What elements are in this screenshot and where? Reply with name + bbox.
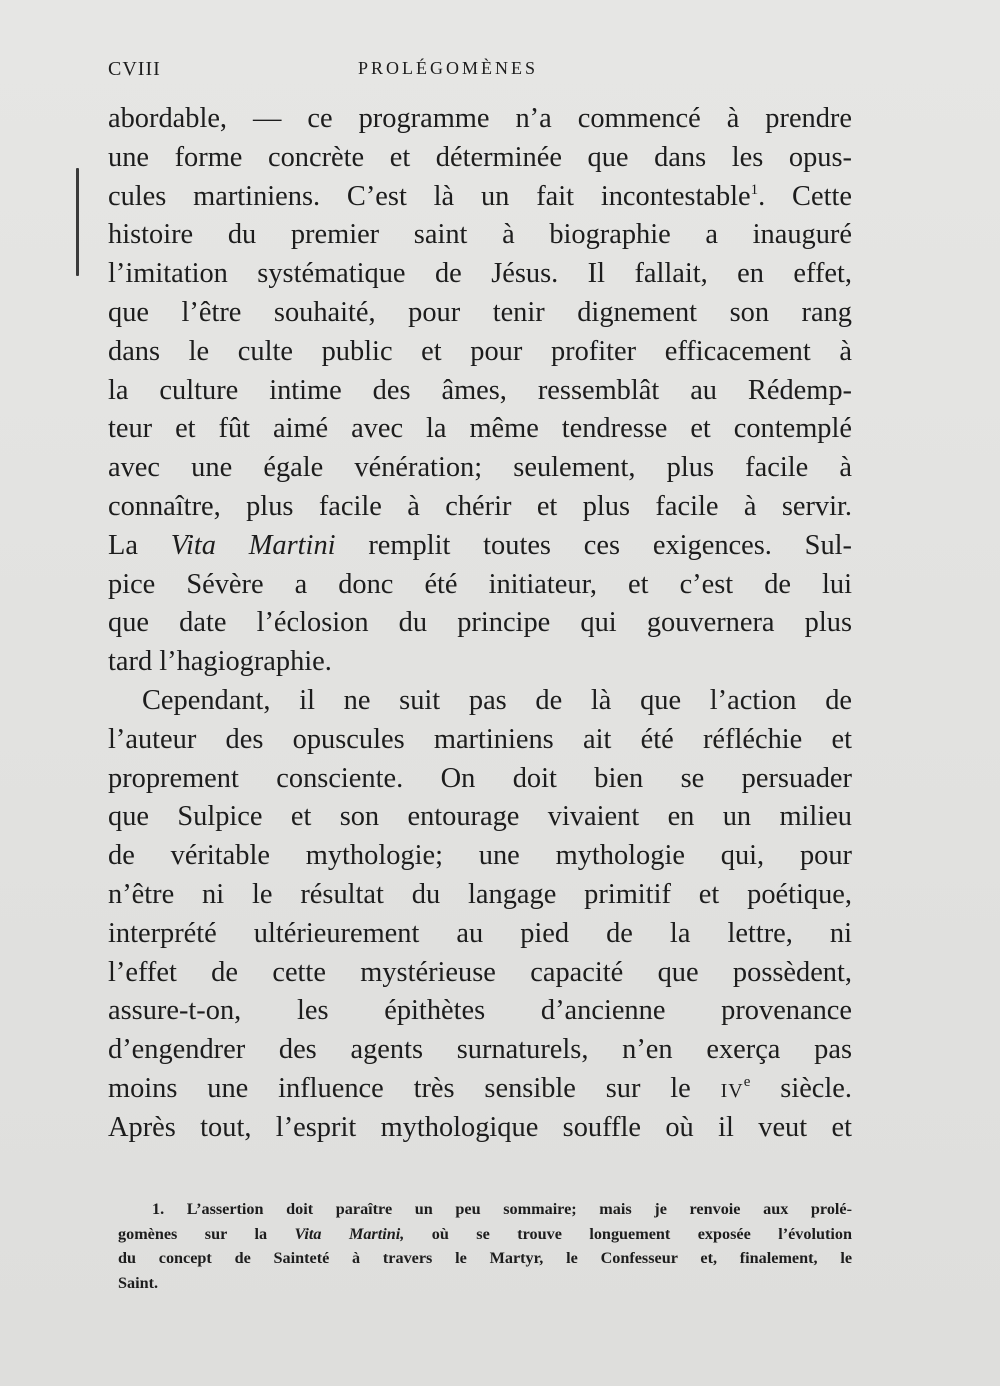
body-text-line <box>108 333 852 372</box>
line-text: . Cette <box>758 180 852 212</box>
line-text: n’être ni le résultat du langage primitif et poétique, <box>108 878 852 910</box>
line-text: abordable, — ce programme n’a commencé à prendre <box>108 103 852 134</box>
line-text: une forme concrète et déterminée que dans les opus- <box>108 141 852 173</box>
body-text-line <box>108 1109 852 1148</box>
body-text-line <box>108 100 852 139</box>
body-text-line <box>108 488 852 527</box>
line-text: moins une influence très sensible sur le <box>108 1072 721 1104</box>
footnote-reference: 1 <box>750 181 759 198</box>
body-text-line <box>108 527 852 566</box>
line-text: dans le culte public et pour profiter efficacement à <box>108 335 852 367</box>
body-text-line <box>108 915 852 954</box>
line-text: d’engendrer des agents surnaturels, n’en exerça pas <box>108 1034 852 1066</box>
line-text: proprement consciente. On doit bien se persuader <box>108 762 852 794</box>
body-text-line <box>108 721 852 760</box>
italic-title: Vita Martini, <box>294 1224 405 1243</box>
body-text-line <box>108 954 852 993</box>
running-head: PROLÉGOMÈNES <box>358 58 539 78</box>
line-text: que l’être souhaité, pour tenir dignement son rang <box>108 296 852 328</box>
line-text: pice Sévère a donc été initiateur, et c’est de lui <box>108 568 852 600</box>
italic-title: Vita Martini <box>170 529 336 561</box>
margin-pencil-mark <box>76 168 79 276</box>
body-text-line <box>108 216 852 255</box>
line-text: remplit toutes ces exigences. Sul- <box>335 529 853 561</box>
roman-numeral: IV <box>720 1079 744 1102</box>
line-text: siècle. <box>750 1072 852 1104</box>
page-number: CVIII <box>108 58 161 80</box>
line-text: La <box>108 529 171 561</box>
line-text: de véritable mythologie; une mythologie qui, pour <box>108 840 852 872</box>
body-text-line <box>108 139 852 178</box>
line-text: connaître, plus facile à chérir et plus facile à servir. <box>108 490 852 522</box>
line-text: gomènes sur la <box>118 1224 295 1243</box>
footnotes <box>118 1197 852 1295</box>
footnote-line <box>118 1246 852 1271</box>
body-text-line <box>108 837 852 876</box>
body-text-line <box>108 372 852 411</box>
body-text-line <box>108 410 852 449</box>
body-text-line <box>108 294 852 333</box>
line-text: du concept de Sainteté à travers le Martyr, le Confesseur et, finalement, le <box>118 1249 852 1267</box>
footnote-line <box>118 1222 852 1247</box>
line-text: l’effet de cette mystérieuse capacité que possèdent, <box>108 956 852 988</box>
body-text-line <box>108 604 852 643</box>
line-text: Cependant, il ne suit pas de là que l’action de <box>142 684 852 716</box>
body-text-line <box>108 449 852 488</box>
body-text-line <box>108 682 852 721</box>
line-text: tard l’hagiographie. <box>108 646 332 678</box>
body-text-line <box>108 760 852 799</box>
line-text: la culture intime des âmes, ressemblât au Rédemp- <box>108 374 852 406</box>
line-text: que date l’éclosion du principe qui gouvernera plus <box>108 607 852 639</box>
line-text: interprété ultérieurement au pied de la lettre, ni <box>108 917 852 949</box>
line-text: assure-t-on, les épithètes d’ancienne provenance <box>108 995 852 1027</box>
body-text <box>108 100 852 1148</box>
line-text: où se trouve longuement exposée l’évolution <box>404 1224 852 1243</box>
body-text-line <box>108 798 852 837</box>
superscript: e <box>743 1073 751 1090</box>
line-text: l’imitation systématique de Jésus. Il fallait, en effet, <box>108 258 852 290</box>
line-text: histoire du premier saint à biographie a inauguré <box>108 219 852 251</box>
line-text: 1. L’assertion doit paraître un peu sommaire; mais je renvoie aux prolé- <box>152 1200 852 1218</box>
line-text: cules martiniens. C’est là un fait incontestable <box>108 180 751 212</box>
footnote-line <box>118 1271 852 1296</box>
page-header <box>108 58 852 84</box>
line-text: teur et fût aimé avec la même tendresse et contemplé <box>108 413 852 445</box>
body-text-line <box>108 255 852 294</box>
body-text-line <box>108 643 852 682</box>
line-text: avec une égale vénération; seulement, plus facile à <box>108 452 852 484</box>
line-text: Saint. <box>118 1273 159 1292</box>
line-text: l’auteur des opuscules martiniens ait été réfléchie et <box>108 723 852 755</box>
footnote-line <box>118 1197 852 1222</box>
line-text: Après tout, l’esprit mythologique souffle où il veut et <box>108 1111 852 1143</box>
body-text-line <box>108 178 852 217</box>
line-text: que Sulpice et son entourage vivaient en un milieu <box>108 801 852 833</box>
body-text-line <box>108 876 852 915</box>
body-text-line <box>108 566 852 605</box>
body-text-line <box>108 992 852 1031</box>
body-text-line <box>108 1031 852 1070</box>
body-text-line <box>108 1070 852 1109</box>
